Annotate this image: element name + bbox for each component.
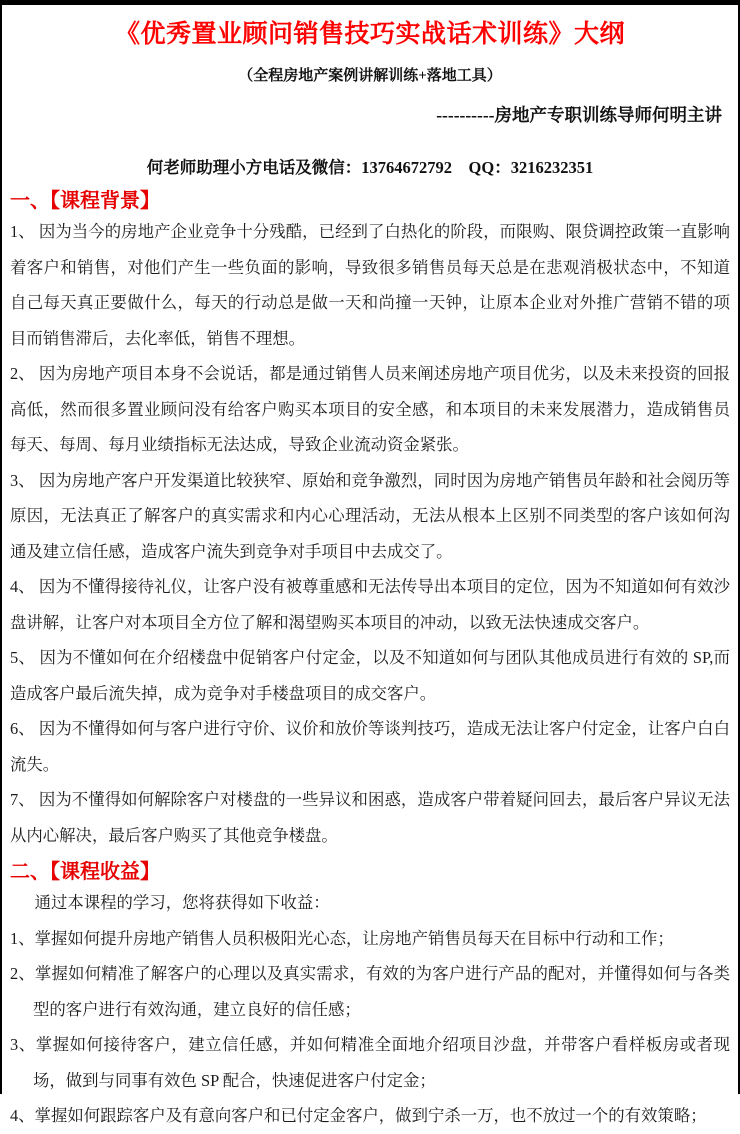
background-paragraph-7: 7、 因为不懂得如何解除客户对楼盘的一些异议和困惑，造成客户带着疑问回去，最后客户异议无法从内心解决，最后客户购买了其他竞争楼盘。 (10, 790, 730, 845)
benefit-item-4: 4、掌握如何跟踪客户及有意向客户和已付定金客户，做到宁杀一万，也不放过一个的有效策略； (10, 1106, 707, 1125)
background-paragraph-1: 1、 因为当今的房地产企业竞争十分残酷，已经到了白热化的阶段，而限购、限贷调控政策一直影响着客户和销售，对他们产生一些负面的影响，导致很多销售员每天总是在悲观消极状态中，不知道自己每天真正要做什么，每天的行动总是做一天和尚撞一天钟，让原本企业对外推广营销不错的项目而销售滞后，去化率低，销售不理想。 (10, 222, 730, 348)
contact-line: 何老师助理小方电话及微信：13764672792 QQ：3216232351 (146, 158, 594, 177)
section-heading-course-background: 一、【课程背景】 (10, 190, 160, 212)
benefits-intro: 通过本课程的学习，您将获得如下收益： (34, 893, 330, 912)
benefit-item-1: 1、掌握如何提升房地产销售人员积极阳光心态，让房地产销售员每天在目标中行动和工作； (10, 928, 674, 948)
benefit-item-3: 3、掌握如何接待客户，建立信任感，并如何精准全面地介绍项目沙盘，并带客户看样板房或者现场，做到与同事有效色 SP 配合，快速促进客户付定金； (10, 1035, 730, 1090)
background-paragraph-4: 4、 因为不懂得接待礼仪，让客户没有被尊重感和无法传导出本项目的定位，因为不知道如何有效沙盘讲解，让客户对本项目全方位了解和渴望购买本项目的冲动，以致无法快速成交客户。 (10, 577, 730, 632)
background-paragraph-6: 6、 因为不懂得如何与客户进行守价、议价和放价等谈判技巧，造成无法让客户付定金，让客户白白流失。 (10, 719, 730, 774)
doc-subtitle: （全程房地产案例讲解训练+落地工具） (238, 68, 502, 84)
background-paragraph-2: 2、 因为房地产项目本身不会说话，都是通过销售人员来阐述房地产项目优劣，以及未来投资的回报高低，然而很多置业顾问没有给客户购买本项目的安全感，和本项目的未来发展潜力，造成销售员每天、每周、每月业绩指标无法达成，导致企业流动资金紧张。 (10, 364, 730, 454)
section-heading-course-benefits: 二、【课程收益】 (10, 861, 160, 883)
benefit-item-2: 2、掌握如何精准了解客户的心理以及真实需求，有效的为客户进行产品的配对，并懂得如何与各类型的客户进行有效沟通，建立良好的信任感； (10, 964, 730, 1019)
background-paragraph-3: 3、 因为房地产客户开发渠道比较狭窄、原始和竞争激烈，同时因为房地产销售员年龄和社会阅历等原因，无法真正了解客户的真实需求和内心心理活动，无法从根本上区别不同类型的客户该如何沟通及建立信任感，造成客户流失到竞争对手项目中去成交了。 (10, 470, 730, 561)
author-byline: ----------房地产专职训练导师何明主讲 (436, 105, 722, 125)
doc-title: 《优秀置业顾问销售技巧实战话术训练》大纲 (114, 21, 625, 48)
background-paragraph-5: 5、 因为不懂如何在介绍楼盘中促销客户付定金，以及不知道如何与团队其他成员进行有效的 SP,而造成客户最后流失掉，成为竞争对手楼盘项目的成交客户。 (10, 648, 730, 703)
